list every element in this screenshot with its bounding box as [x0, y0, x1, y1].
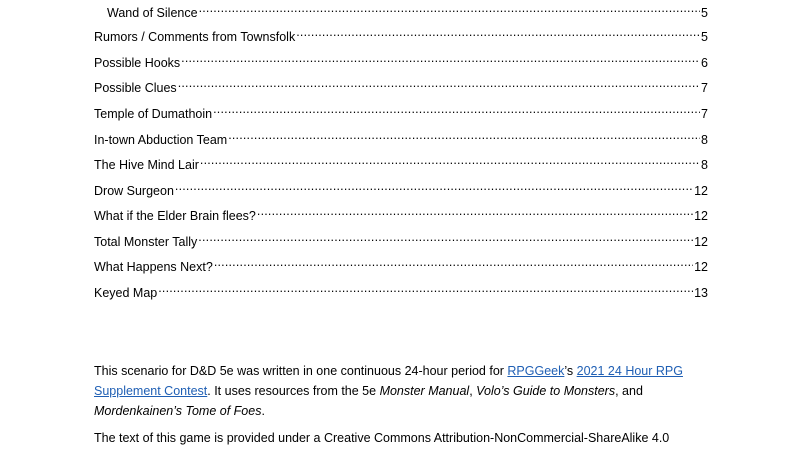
toc-entry-title: Possible Hooks: [94, 56, 181, 70]
intro-text: ,: [469, 384, 477, 398]
toc-dot-leader: [257, 202, 693, 220]
toc-entry-page-number: 5: [701, 6, 708, 20]
toc-dot-leader: [200, 151, 700, 169]
toc-entry-title: The Hive Mind Lair: [94, 158, 199, 172]
license-text: The text of this game is provided under a Creative Commons Attribution-NonCommercial-ShareAlike 4.0: [94, 431, 670, 445]
toc-entry-page-number: 13: [694, 286, 708, 300]
toc-dot-leader: [213, 100, 700, 118]
toc-entry-page-number: 6: [701, 56, 708, 70]
toc-entry[interactable]: [94, 23, 708, 44]
book-title: Volo’s Guide to Monsters: [476, 384, 616, 398]
toc-dot-leader: [228, 126, 700, 144]
toc-entry[interactable]: [94, 100, 708, 121]
toc-entry-page-number: 12: [694, 235, 708, 249]
toc-entry-page-number: 8: [701, 158, 708, 172]
toc-dot-leader: [181, 49, 700, 67]
toc-dot-leader: [175, 177, 693, 195]
toc-entry[interactable]: [94, 202, 708, 223]
intro-text: ’s: [564, 364, 577, 378]
toc-dot-leader: [178, 74, 700, 92]
toc-dot-leader: [198, 228, 693, 246]
toc-entry[interactable]: [94, 279, 708, 300]
toc-entry[interactable]: [94, 177, 708, 198]
intro-text: .: [261, 404, 265, 418]
toc-entry-page-number: 5: [701, 30, 708, 44]
toc-entry-title: Drow Surgeon: [94, 184, 174, 198]
toc-dot-leader: [158, 279, 693, 297]
intro-text: . It uses resources from the 5e: [207, 384, 380, 398]
toc-entry-title: Rumors / Comments from Townsfolk: [94, 30, 296, 44]
toc-entry-page-number: 8: [701, 133, 708, 147]
toc-dot-leader: [296, 23, 700, 41]
toc-entry-page-number: 12: [694, 209, 708, 223]
toc-entry-title: Temple of Dumathoin: [94, 107, 213, 121]
contest-link[interactable]: 2021 24 Hour RPG Supplement Contest: [94, 364, 683, 398]
toc-entry-page-number: 12: [694, 184, 708, 198]
toc-entry-title: Total Monster Tally: [94, 235, 198, 249]
intro-text: , and: [615, 384, 643, 398]
toc-entry-title: Keyed Map: [94, 286, 158, 300]
toc-entry-page-number: 7: [701, 81, 708, 95]
toc-entry[interactable]: [94, 0, 708, 20]
toc-entry[interactable]: [94, 228, 708, 249]
toc-entry-page-number: 12: [694, 260, 708, 274]
license-paragraph: [94, 428, 714, 448]
toc-entry[interactable]: [94, 49, 708, 70]
toc-entry[interactable]: [94, 151, 708, 172]
toc-entry-page-number: 7: [701, 107, 708, 121]
toc-entry-title: What if the Elder Brain flees?: [94, 209, 256, 223]
rpggeek-link[interactable]: RPGGeek: [507, 364, 565, 378]
toc-entry-title: Wand of Silence: [107, 6, 198, 20]
toc-entry-title: In-town Abduction Team: [94, 133, 228, 147]
toc-entry[interactable]: [94, 126, 708, 147]
toc-entry[interactable]: [94, 253, 708, 274]
intro-paragraph: [94, 361, 714, 421]
book-title: Monster Manual: [379, 384, 470, 398]
intro-text: This scenario for D&D 5e was written in one continuous 24-hour period for: [94, 364, 508, 378]
toc-entry[interactable]: [94, 74, 708, 95]
toc-entry-title: What Happens Next?: [94, 260, 213, 274]
book-title: Mordenkainen’s Tome of Foes: [94, 404, 262, 418]
toc-entry-title: Possible Clues: [94, 81, 177, 95]
toc-dot-leader: [214, 253, 693, 271]
toc-dot-leader: [199, 0, 700, 17]
